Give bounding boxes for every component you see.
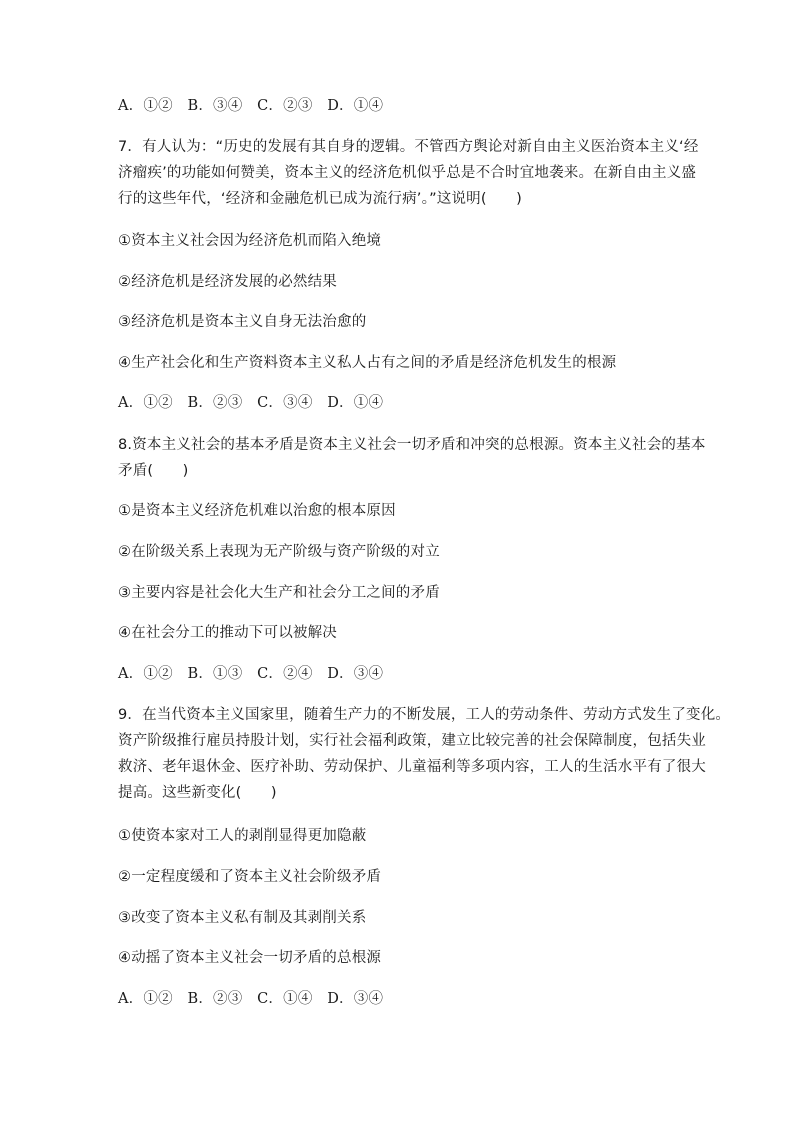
q7-stem-line-3: 行的这些年代，‘经济和金融危机已成为流行病’。”这说明( ) — [118, 191, 522, 207]
q8-statement-1: ①是资本主义经济危机难以治愈的根本原因 — [118, 503, 396, 519]
q9-stem-line-1: 9．在当代资本主义国家里，随着生产力的不断发展，工人的劳动条件、劳动方式发生了变化。 — [118, 707, 731, 723]
q9-statement-2: ②一定程度缓和了资本主义社会阶级矛盾 — [118, 869, 382, 885]
q7-statement-3: ③经济危机是资本主义自身无法治愈的 — [118, 314, 367, 330]
q9-answer-options: A．①② B．②③ C．①④ D．③④ — [118, 991, 384, 1007]
q9-statement-3: ③改变了资本主义私有制及其剥削关系 — [118, 910, 367, 926]
q8-statement-4: ④在社会分工的推动下可以被解决 — [118, 625, 337, 641]
q7-statement-2: ②经济危机是经济发展的必然结果 — [118, 274, 337, 290]
q8-statement-2: ②在阶级关系上表现为无产阶级与资产阶级的对立 — [118, 544, 440, 560]
q9-stem-line-4: 提高。这些新变化( ) — [118, 785, 277, 801]
q9-stem-line-3: 救济、老年退休金、医疗补助、劳动保护、儿童福利等多项内容，工人的生活水平有了很大 — [118, 759, 706, 775]
q8-stem-line-1: 8.资本主义社会的基本矛盾是资本主义社会一切矛盾和冲突的总根源。资本主义社会的基本 — [118, 437, 706, 453]
q8-answer-options: A．①② B．①③ C．②④ D．③④ — [118, 666, 384, 682]
q9-stem-line-2: 资产阶级推行雇员持股计划，实行社会福利政策，建立比较完善的社会保障制度，包括失业 — [118, 733, 706, 749]
q8-stem-line-2: 矛盾( ) — [118, 463, 189, 479]
q7-stem-line-1: 7．有人认为：“历史的发展有其自身的逻辑。不管西方舆论对新自由主义医治资本主义‘经 — [118, 139, 699, 155]
q7-stem-line-2: 济瘤疾’的功能如何赞美，资本主义的经济危机似乎总是不合时宜地袭来。在新自由主义盛 — [118, 165, 697, 181]
q7-answer-options: A．①② B．②③ C．③④ D．①④ — [118, 395, 384, 411]
q6-answer-options: A．①② B．③④ C．②③ D．①④ — [118, 98, 384, 114]
q8-statement-3: ③主要内容是社会化大生产和社会分工之间的矛盾 — [118, 585, 440, 601]
q7-statement-4: ④生产社会化和生产资料资本主义私人占有之间的矛盾是经济危机发生的根源 — [118, 355, 617, 371]
q7-statement-1: ①资本主义社会因为经济危机而陷入绝境 — [118, 233, 382, 249]
q9-statement-1: ①使资本家对工人的剥削显得更加隐蔽 — [118, 828, 367, 844]
q9-statement-4: ④动摇了资本主义社会一切矛盾的总根源 — [118, 950, 382, 966]
